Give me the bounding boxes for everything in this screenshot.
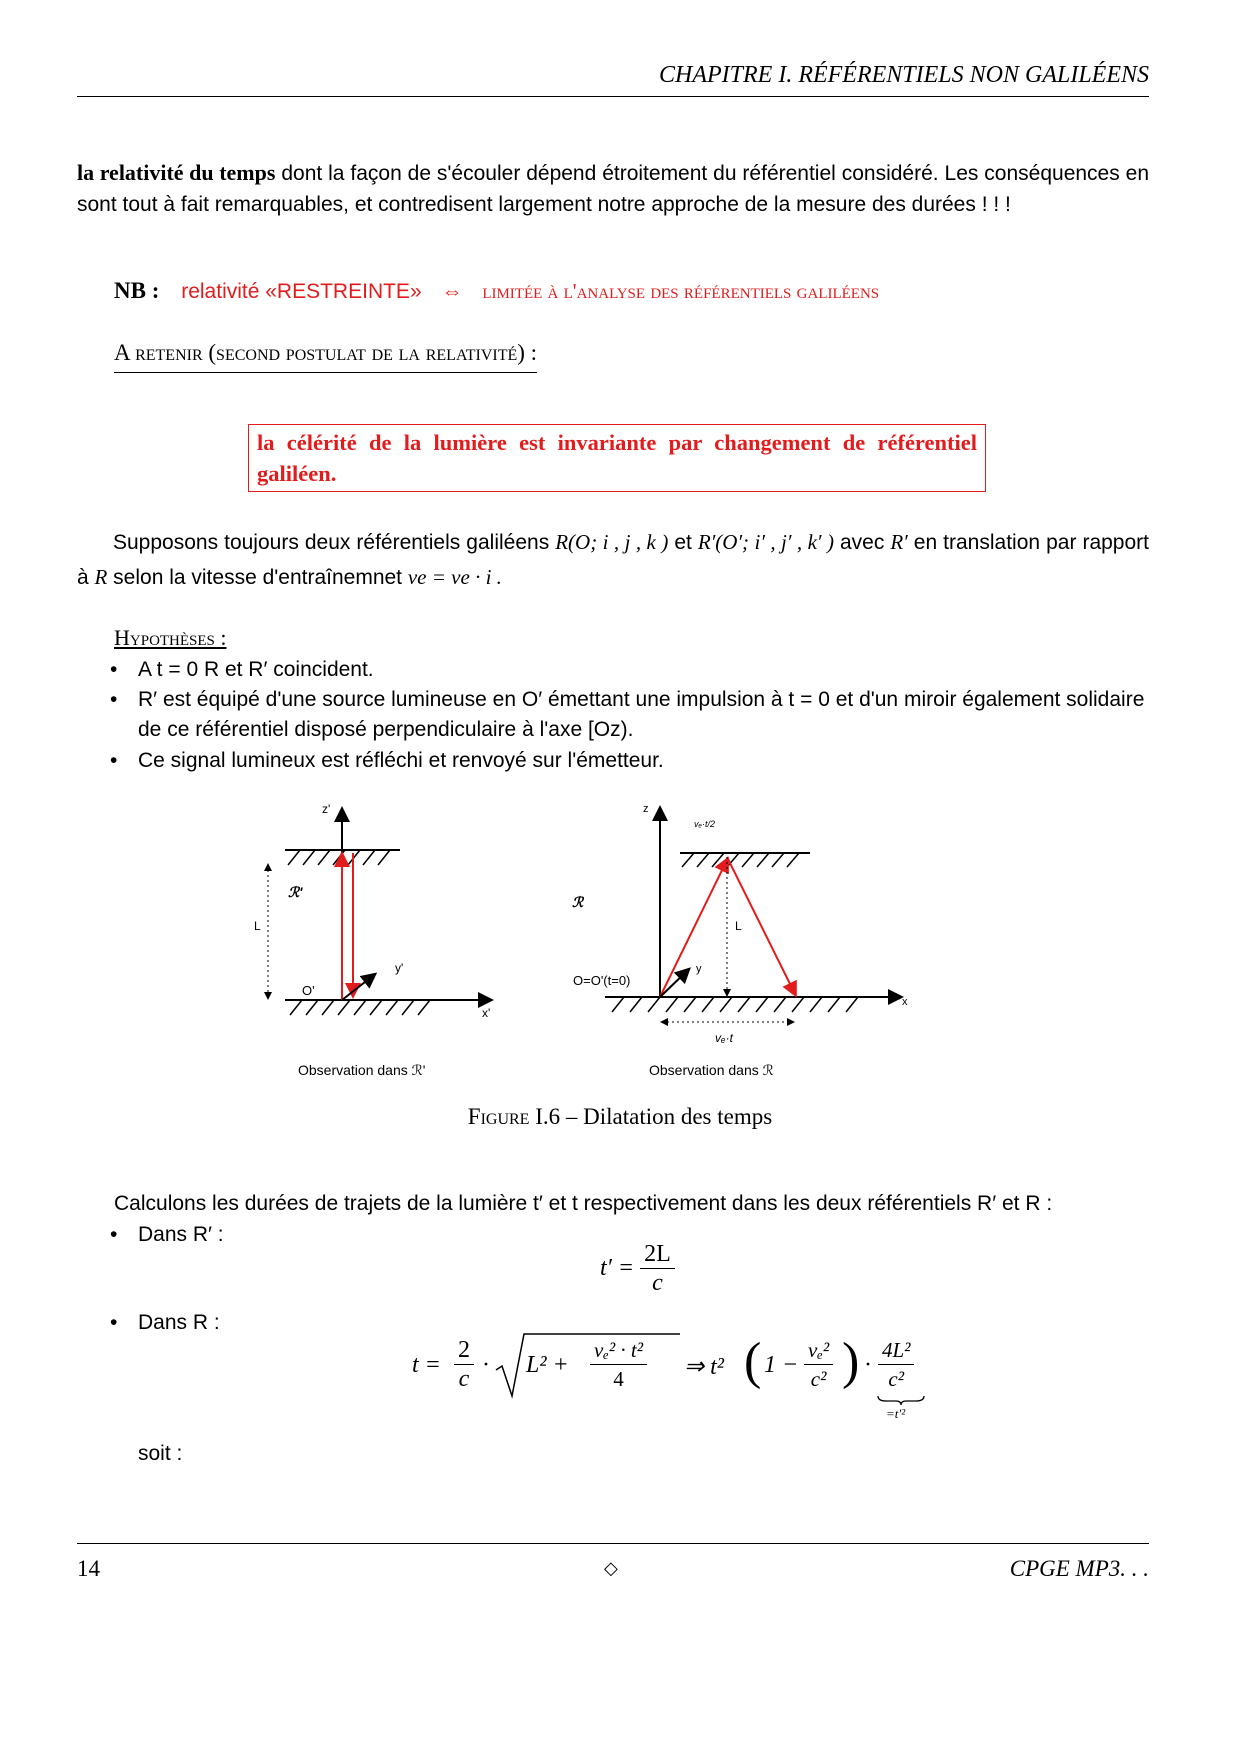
- hypothesis-item-1: • A t = 0 R et R′ coincident.: [110, 658, 374, 681]
- intro-bold: la relativité du temps: [77, 160, 276, 185]
- suppose-t4: en translation par rapport à: [77, 531, 1149, 589]
- left-caption: Observation dans ℛ': [298, 1062, 426, 1078]
- eq1-num: 2L: [640, 1240, 675, 1269]
- page-number: 14: [77, 1556, 100, 1581]
- eq2-underbrace-label: =t′²: [886, 1406, 906, 1421]
- left-R-label: ℛ': [288, 884, 303, 900]
- suppose-t1: Supposons toujours deux référentiels galiléens: [113, 531, 556, 554]
- suppose-v: ve = ve · i .: [407, 565, 502, 589]
- eq1-fraction: [640, 1240, 675, 1297]
- dans-r-item: • Dans R :: [110, 1311, 220, 1334]
- eq2-frac-ve2: $\frac{\text{vₑ²}}{\text{c²}}$: [804, 1336, 833, 1393]
- right-mirror-hatch: [682, 853, 799, 867]
- equation-1: [600, 1240, 675, 1297]
- suppose-rp: R′: [890, 530, 908, 554]
- eq2-frac-2c: $\frac{2}{c}$: [454, 1336, 474, 1393]
- nb-left: relativité «RESTREINTE»: [181, 280, 422, 303]
- right-caption: Observation dans ℛ: [649, 1062, 774, 1078]
- left-ground-hatch: [290, 1000, 430, 1015]
- left-diagram: [254, 802, 490, 1078]
- eq2-L2: L² +: [526, 1352, 569, 1378]
- eq1-lhs: t′ =: [600, 1255, 635, 1281]
- right-L-label: L: [735, 919, 742, 933]
- eq2-sqrt: [494, 1330, 682, 1400]
- suppose-r: R: [94, 565, 108, 589]
- eq2-underbrace: [876, 1394, 926, 1406]
- dans-rp-item: • Dans R′ :: [110, 1223, 224, 1246]
- figure-caption-label: Figure I.6: [467, 1104, 561, 1129]
- nb-arrow: ⇔: [441, 280, 463, 303]
- suppose-t3: avec: [833, 531, 891, 554]
- nb-right: limitée à l'analyse des référentiels galiléens: [482, 279, 880, 303]
- running-header: CHAPITRE I. RÉFÉRENTIELS NON GALILÉENS: [659, 62, 1149, 88]
- retenir-title: A retenir (second postulat de la relativité) :: [114, 340, 537, 373]
- nb-line: [114, 278, 1154, 304]
- footer-right: CPGE MP3. . .: [1009, 1556, 1149, 1581]
- left-x-label: x': [482, 1006, 491, 1020]
- hypothesis-item-3: • Ce signal lumineux est réfléchi et renvoyé sur l'émetteur.: [110, 749, 664, 772]
- eq2-one-minus: 1 −: [764, 1352, 799, 1378]
- eq2-lhs: t =: [412, 1352, 441, 1378]
- hypothesis-item-2: • R′ est équipé d'une source lumineuse en O′ émettant une impulsion à t = 0 et d'un miroir également solidaire de ce référentiel disposé perpendiculaire à l'axe [Oz).: [110, 688, 1145, 741]
- right-ground-hatch: [612, 997, 858, 1012]
- suppose-t5: selon la vitesse d'entraînemnet: [107, 566, 408, 589]
- postulate-box: la célérité de la lumière est invariante par changement de référentiel galiléen.: [248, 424, 986, 492]
- suppose-r2: R′(O′; i′ , j′ , k′ ): [697, 530, 834, 554]
- nb-label: NB :: [114, 278, 160, 303]
- intro-paragraph: [77, 157, 1149, 220]
- right-ve-label: vₑ·t: [715, 1031, 733, 1045]
- suppose-paragraph: [77, 525, 1149, 595]
- left-mirror-hatch: [288, 850, 390, 865]
- right-diagram: [572, 803, 908, 1078]
- left-O-label: O': [302, 983, 315, 998]
- right-O-label: O=O'(t=0): [573, 973, 631, 988]
- figure-caption: [0, 1104, 1240, 1130]
- left-y-axis: [342, 975, 374, 1000]
- eq2-implies: ⇒ t²: [684, 1354, 724, 1380]
- dilation-figure: [250, 795, 920, 1085]
- right-R-label: ℛ: [572, 894, 584, 910]
- suppose-r1: R(O; i , j , k ): [555, 530, 669, 554]
- figure-caption-text: – Dilatation des temps: [560, 1104, 773, 1129]
- left-z-label: z': [322, 802, 331, 816]
- header-rule: [77, 96, 1149, 97]
- footer-diamond: ◇: [604, 1558, 618, 1578]
- suppose-t2: et: [668, 531, 698, 554]
- right-y-label: y: [696, 963, 702, 975]
- right-top-label: vₑ·t/2: [694, 819, 715, 829]
- eq2-frac-ve: $\frac{\text{vₑ² · t²}}{4}$: [590, 1336, 647, 1393]
- right-y-axis: [660, 970, 688, 997]
- right-ray-up: [660, 860, 727, 997]
- hypotheses-title: Hypothèses :: [114, 625, 227, 650]
- eq2-frac-4L2: $\frac{\text{4L²}}{\text{c²}}$: [878, 1336, 914, 1393]
- calcul-intro: Calculons les durées de trajets de la lumière t′ et t respectivement dans les deux référentiels R′ et R :: [114, 1192, 1053, 1215]
- eq1-den: c: [652, 1270, 663, 1296]
- right-z-label: z: [643, 803, 649, 815]
- soit-label: soit :: [138, 1442, 183, 1465]
- intro-text: dont la façon de s'écouler dépend étroitement du référentiel considéré. Les conséquences en sont tout à fait remarquables, et contredisent largement notre approche de la mesure des durées ! ! !: [77, 162, 1149, 216]
- left-y-label: y': [395, 961, 404, 975]
- equation-2: t = $\frac{2}{c}$ · L² + $\frac{\text{vₑ² · t²}}{4}$ ⇒ t² ( 1 − $\frac{\text{vₑ²}}{\text{c²}}$ ) · $\frac{\text{4L²}}{\text{c²}}$ =t′²: [412, 1328, 912, 1428]
- left-L-label: L: [254, 919, 261, 933]
- right-x-label: x: [902, 996, 908, 1008]
- footer-rule: [77, 1543, 1149, 1544]
